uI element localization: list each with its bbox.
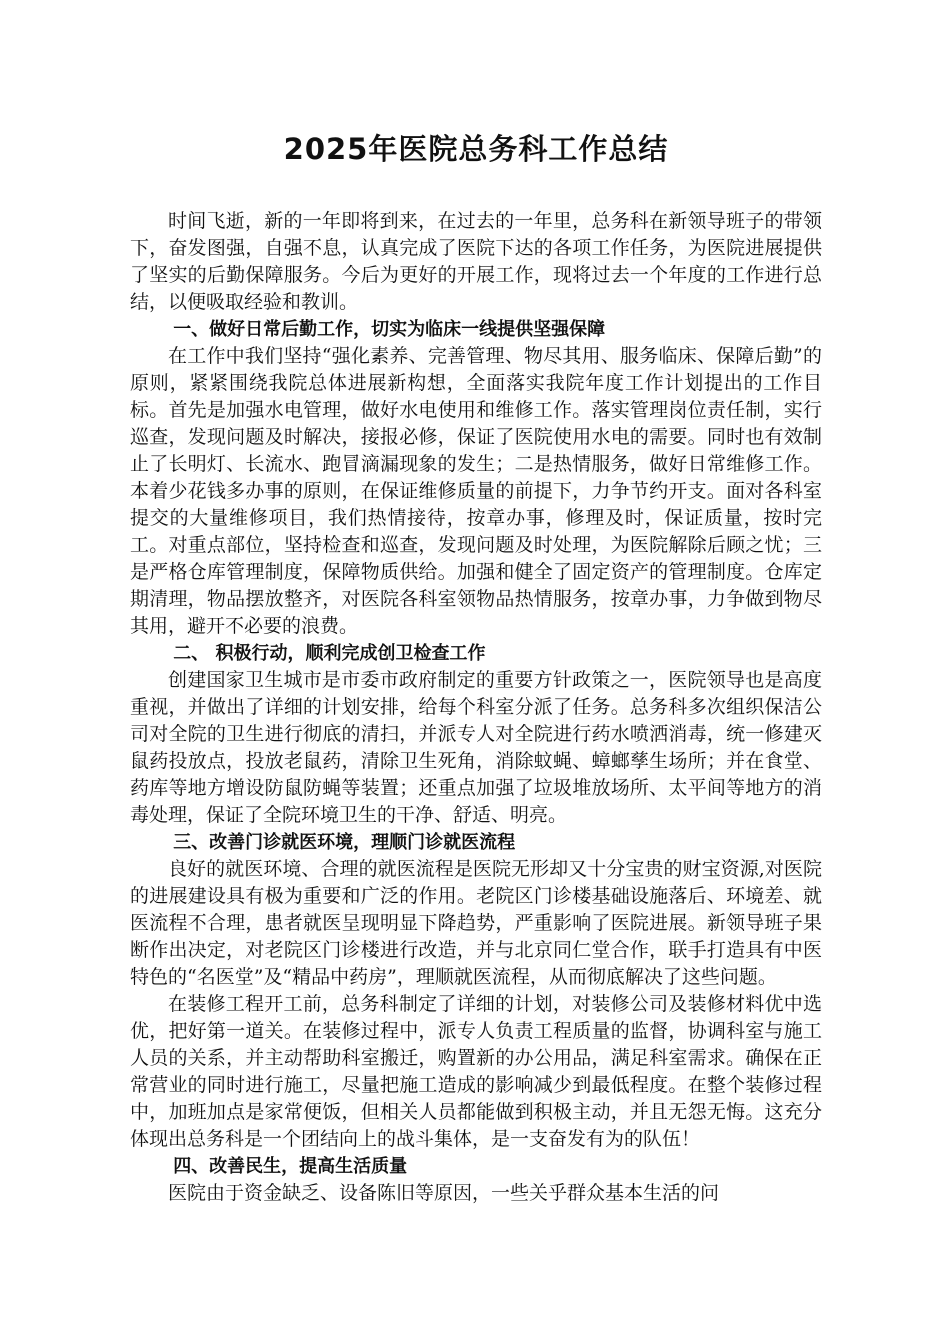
section-heading-1: 一、做好日常后勤工作，切实为临床一线提供坚强保障 bbox=[173, 319, 606, 340]
section-3-paragraph-1: 良好的就医环境、合理的就医流程是医院无形却又十分宝贵的财宝资源,对医院的进展建设具有极为重要和广泛的作用。老院区门诊楼基础设施落后、环境差、就医流程不合理，患者就医呈现明显下降趋势，严重影响了医院进展。新领导班子果断作出决定，对老院区门诊楼进行改造，并与北京同仁堂合作，联手打造具有中医特色的“名医堂”及“精品中药房”，理顺就医流程，从而彻底解决了这些问题。 bbox=[130, 858, 822, 988]
section-heading-4: 四、改善民生，提高生活质量 bbox=[173, 1156, 408, 1177]
document-title: 2025年医院总务科工作总结 bbox=[283, 132, 669, 166]
section-4-paragraph-1: 医院由于资金缺乏、设备陈旧等原因，一些关乎群众基本生活的问 bbox=[168, 1182, 720, 1204]
section-1-paragraph-1: 在工作中我们坚持“强化素养、完善管理、物尽其用、服务临床、保障后勤”的原则，紧紧围绕我院总体进展新构想，全面落实我院年度工作计划提出的工作目标。首先是加强水电管理，做好水电使用和维修工作。落实管理岗位责任制，实行巡查，发现问题及时解决，接报必修，保证了医院使用水电的需要。同时也有效制止了长明灯、长流水、跑冒滴漏现象的发生；二是热情服务，做好日常维修工作。本着少花钱多办事的原则，在保证维修质量的前提下，力争节约开支。面对各科室提交的大量维修项目，我们热情接待，按章办事，修理及时，保证质量，按时完工。对重点部位，坚持检查和巡查，发现问题及时处理，为医院解除后顾之忧；三是严格仓库管理制度，保障物质供给。加强和健全了固定资产的管理制度。仓库定期清理，物品摆放整齐，对医院各科室领物品热情服务，按章办事，力争做到物尽其用，避开不必要的浪费。 bbox=[130, 345, 822, 637]
section-3-paragraph-2: 在装修工程开工前，总务科制定了详细的计划，对装修公司及装修材料优中选优，把好第一道关。在装修过程中，派专人负责工程质量的监督，协调科室与施工人员的关系，并主动帮助科室搬迁，购置新的办公用品，满足科室需求。确保在正常营业的同时进行施工，尽量把施工造成的影响减少到最低程度。在整个装修过程中，加班加点是家常便饭，但相关人员都能做到积极主动，并且无怨无悔。这充分体现出总务科是一个团结向上的战斗集体，是一支奋发有为的队伍！ bbox=[130, 993, 822, 1150]
section-2-paragraph-1: 创建国家卫生城市是市委市政府制定的重要方针政策之一，医院领导也是高度重视，并做出了详细的计划安排，给每个科室分派了任务。总务科多次组织保洁公司对全院的卫生进行彻底的清扫，并派专人对全院进行药水喷洒消毒，统一修建灭鼠药投放点，投放老鼠药，清除卫生死角，消除蚊蝇、蟑螂孳生场所；并在食堂、药库等地方增设防鼠防蝇等装置；还重点加强了垃圾堆放场所、太平间等地方的消毒处理，保证了全院环境卫生的干净、舒适、明亮。 bbox=[130, 669, 822, 826]
intro-paragraph: 时间飞逝，新的一年即将到来，在过去的一年里，总务科在新领导班子的带领下，奋发图强，自强不息，认真完成了医院下达的各项工作任务，为医院进展提供了坚实的后勤保障服务。今后为更好的开展工作，现将过去一个年度的工作进行总结，以便吸取经验和教训。 bbox=[130, 210, 822, 313]
document-body bbox=[130, 128, 822, 1207]
section-heading-3: 三、改善门诊就医环境，理顺门诊就医流程 bbox=[173, 832, 516, 853]
section-heading-2: 二、 积极行动，顺利完成创卫检查工作 bbox=[173, 643, 486, 664]
